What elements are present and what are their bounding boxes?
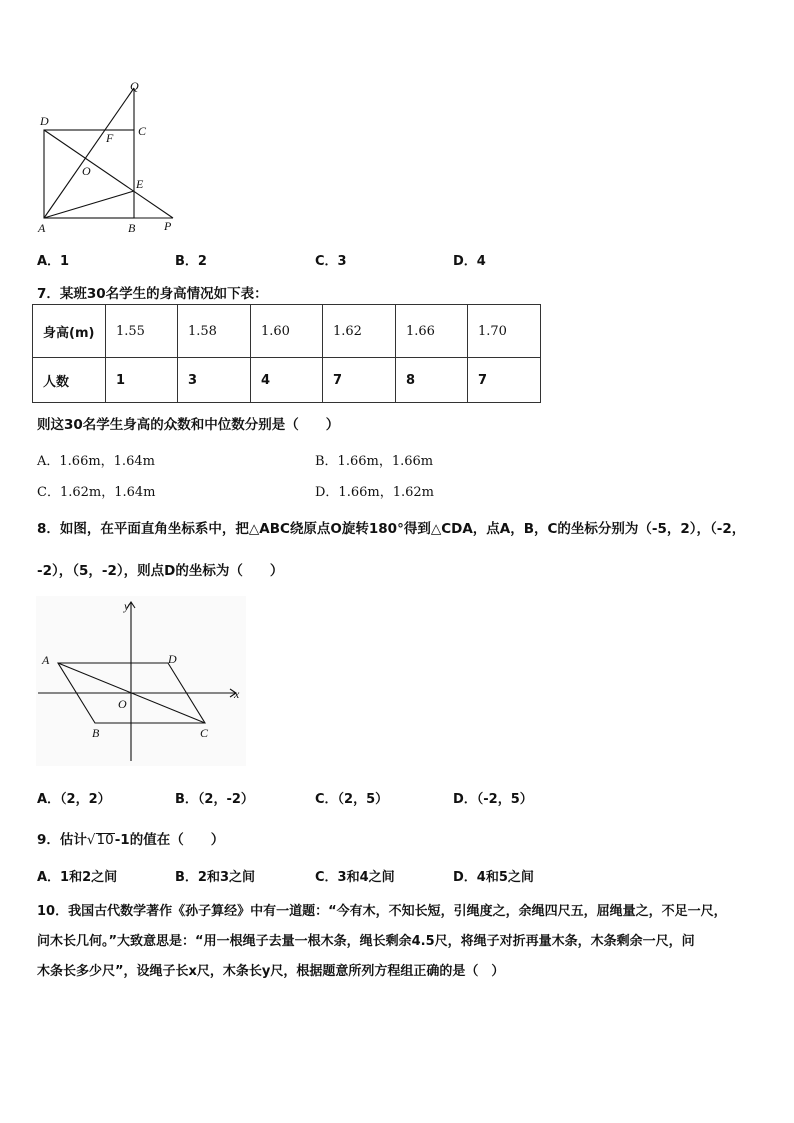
q8-option-b[interactable]: B．（2，-2） (175, 792, 254, 807)
table-cell: 1.55 (106, 305, 178, 358)
q8-option-c[interactable]: C．（2，5） (315, 792, 389, 807)
q8-option-a[interactable]: A．（2，2） (37, 792, 111, 807)
label-A: A (42, 653, 50, 667)
segment-AE (44, 191, 134, 218)
table-cell: 1.60 (251, 305, 323, 358)
table-header-height: 身高(m) (33, 305, 106, 358)
q7-option-a[interactable]: A．1.66m，1.64m (37, 454, 155, 469)
q6-option-d[interactable]: D．4 (453, 254, 486, 269)
label-O: O (82, 164, 91, 178)
q9-option-d[interactable]: D．4和5之间 (453, 870, 534, 885)
q9-suffix: -1的值在（ ） (114, 832, 225, 848)
q8-option-d[interactable]: D．（-2，5） (453, 792, 533, 807)
label-x: x (234, 687, 240, 701)
table-cell: 7 (468, 358, 541, 403)
q9-radicand: 10 (96, 832, 114, 848)
q6-option-a[interactable]: A．1 (37, 254, 70, 269)
q7-option-d[interactable]: D．1.66m，1.62m (315, 485, 434, 500)
q6-geometry-figure (30, 78, 190, 238)
label-Q: Q (130, 79, 139, 93)
q6-option-b[interactable]: B．2 (175, 254, 207, 269)
table-cell: 1.58 (178, 305, 251, 358)
label-P: P (164, 219, 172, 233)
table-cell: 4 (251, 358, 323, 403)
q8-coordinate-figure (36, 596, 246, 766)
label-C: C (200, 726, 209, 740)
q7-stem: 7．某班30名学生的身高情况如下表： (37, 286, 268, 302)
table-header-count: 人数 (33, 358, 106, 403)
q10-line2: 问木长几何。”大致意思是：“用一根绳子去量一根木条，绳长剩余4.5尺，将绳子对折再量木条，木条剩余一尺，问 (37, 934, 695, 949)
q9-option-b[interactable]: B．2和3之间 (175, 870, 255, 885)
q6-option-c[interactable]: C．3 (315, 254, 347, 269)
q9-option-c[interactable]: C．3和4之间 (315, 870, 395, 885)
table-cell: 1 (106, 358, 178, 403)
q9-option-a[interactable]: A．1和2之间 (37, 870, 118, 885)
label-y: y (124, 599, 130, 613)
q7-question: 则这30名学生身高的众数和中位数分别是（ ） (37, 417, 340, 433)
q8-stem-line2: -2），（5，-2），则点D的坐标为（ ） (37, 563, 284, 579)
table-cell: 1.70 (468, 305, 541, 358)
table-row (33, 305, 541, 358)
label-B: B (128, 221, 136, 235)
label-B: B (92, 726, 100, 740)
height-table (32, 304, 541, 403)
table-cell: 1.66 (396, 305, 468, 358)
table-row (33, 358, 541, 403)
label-C: C (138, 124, 147, 138)
q10-line3: 木条长多少尺”，设绳子长x尺，木条长y尺，根据题意所列方程组正确的是（ ） (37, 964, 505, 979)
q10-line1: 10．我国古代数学著作《孙子算经》中有一道题：“今有木，不知长短，引绳度之，余绳四尺五，屈绳量之，不足一尺， (37, 904, 727, 919)
q7-option-c[interactable]: C．1.62m，1.64m (37, 485, 156, 500)
table-cell: 8 (396, 358, 468, 403)
label-O: O (118, 697, 127, 711)
q7-option-b[interactable]: B．1.66m，1.66m (315, 454, 434, 469)
label-A: A (38, 221, 46, 235)
label-D: D (168, 652, 177, 666)
q9-stem: 9．估计√10-1的值在（ ） (37, 832, 225, 848)
label-F: F (106, 131, 114, 145)
segment-AQ (44, 88, 134, 218)
table-cell: 3 (178, 358, 251, 403)
table-cell: 7 (323, 358, 396, 403)
q9-prefix: 9．估计 (37, 832, 87, 848)
label-D: D (40, 114, 49, 128)
table-cell: 1.62 (323, 305, 396, 358)
label-E: E (136, 177, 144, 191)
q8-stem-line1: 8．如图，在平面直角坐标系中，把△ABC绕原点O旋转180°得到△CDA，点A，B，C的坐标分别为（-5，2），（-2， (37, 521, 746, 537)
